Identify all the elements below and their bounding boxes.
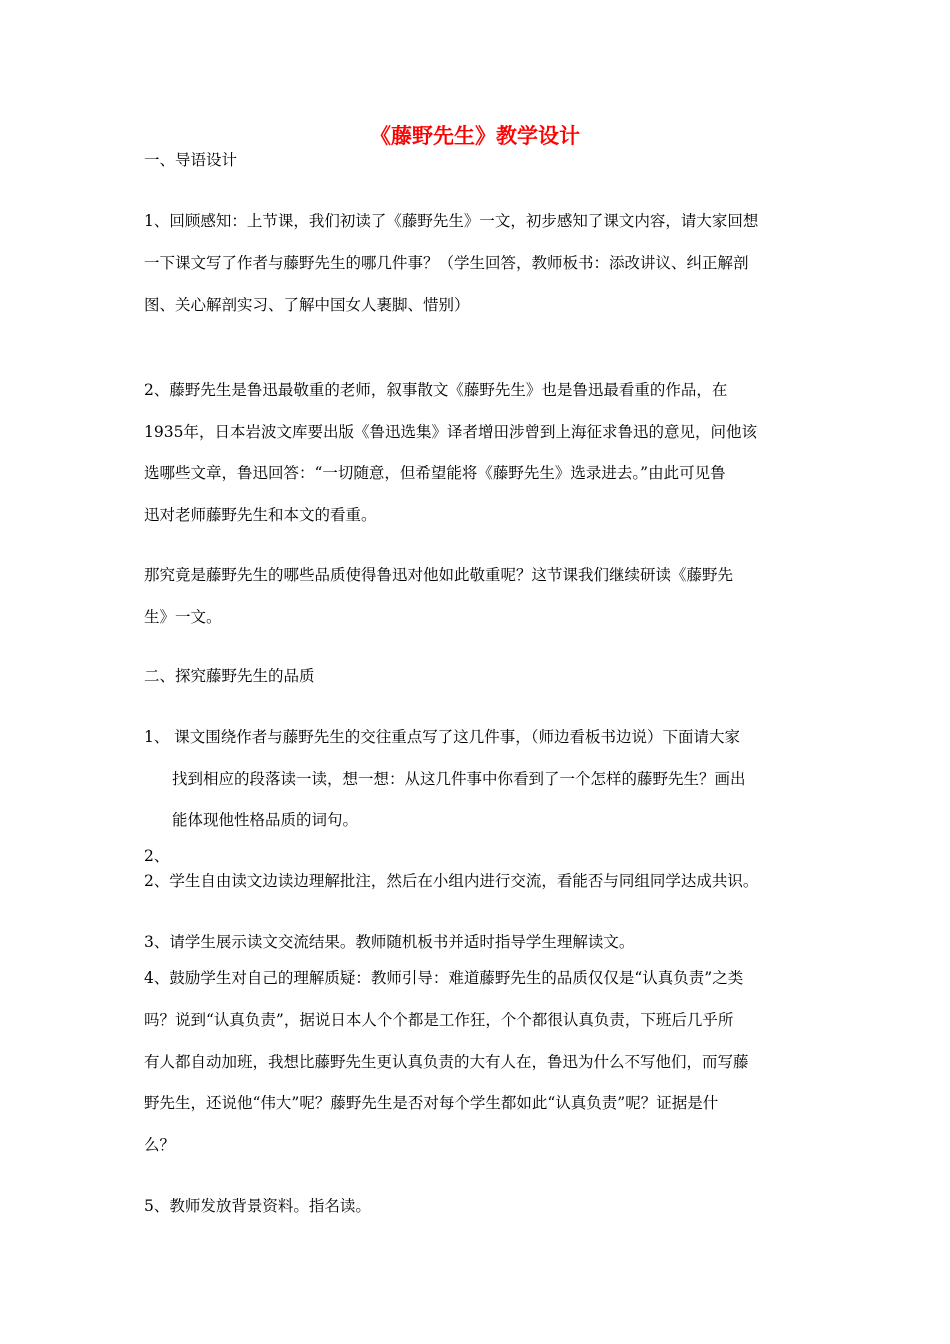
- item-4-line-2: 吗？说到“认真负责”，据说日本人个个都是工作狂，个个都很认真负责，下班后几乎所: [144, 1011, 734, 1029]
- item-1-line-1: 1、 课文围绕作者与藤野先生的交往重点写了这几件事，（师边看板书边说）下面请大家: [144, 728, 741, 746]
- item-1-line-2: 找到相应的段落读一读，想一想：从这几件事中你看到了一个怎样的藤野先生？画出: [172, 770, 746, 788]
- item-4-line-3: 有人都自动加班，我想比藤野先生更认真负责的大有人在，鲁迅为什么不写他们，而写藤: [144, 1053, 749, 1071]
- item-4-line-1: 4、鼓励学生对自己的理解质疑：教师引导：难道藤野先生的品质仅仅是“认真负责”之类: [144, 969, 744, 987]
- item-5: 5、教师发放背景资料。指名读。: [144, 1197, 371, 1215]
- paragraph-2-line-1: 2、藤野先生是鲁迅最敬重的老师，叙事散文《藤野先生》也是鲁迅最看重的作品，在: [144, 381, 728, 399]
- item-4-line-4: 野先生，还说他“伟大”呢？藤野先生是否对每个学生都如此“认真负责”呢？证据是什: [144, 1094, 719, 1112]
- section-heading-2: 二、探究藤野先生的品质: [144, 667, 315, 685]
- paragraph-2-line-2: 1935年，日本岩波文库要出版《鲁迅选集》译者增田涉曾到上海征求鲁迅的意见，问他该: [144, 423, 757, 441]
- document-title: 《藤野先生》教学设计: [370, 123, 580, 148]
- item-1-line-3: 能体现他性格品质的词句。: [172, 811, 359, 829]
- paragraph-1-line-3: 图、关心解剖实习、了解中国女人裹脚、惜别）: [144, 296, 470, 314]
- paragraph-1-line-2: 一下课文写了作者与藤野先生的哪几件事？（学生回答，教师板书：添改讲议、纠正解剖: [144, 254, 749, 272]
- item-2-marker: 2、: [144, 847, 170, 865]
- paragraph-1-line-1: 1、回顾感知：上节课，我们初读了《藤野先生》一文，初步感知了课文内容，请大家回想: [144, 212, 759, 230]
- paragraph-2-line-4: 迅对老师藤野先生和本文的看重。: [144, 506, 377, 524]
- paragraph-2-line-3: 选哪些文章，鲁迅回答：“一切随意，但希望能将《藤野先生》选录进去。”由此可见鲁: [144, 464, 726, 482]
- paragraph-3-line-2: 生》一文。: [144, 608, 222, 626]
- item-3: 3、请学生展示读文交流结果。教师随机板书并适时指导学生理解读文。: [144, 933, 635, 951]
- item-4-line-5: 么？: [144, 1136, 176, 1154]
- paragraph-3-line-1: 那究竟是藤野先生的哪些品质使得鲁迅对他如此敬重呢？这节课我们继续研读《藤野先: [144, 566, 734, 584]
- item-2: 2、学生自由读文边读边理解批注，然后在小组内进行交流，看能否与同组同学达成共识。: [144, 872, 759, 890]
- section-heading-1: 一、导语设计: [144, 151, 238, 169]
